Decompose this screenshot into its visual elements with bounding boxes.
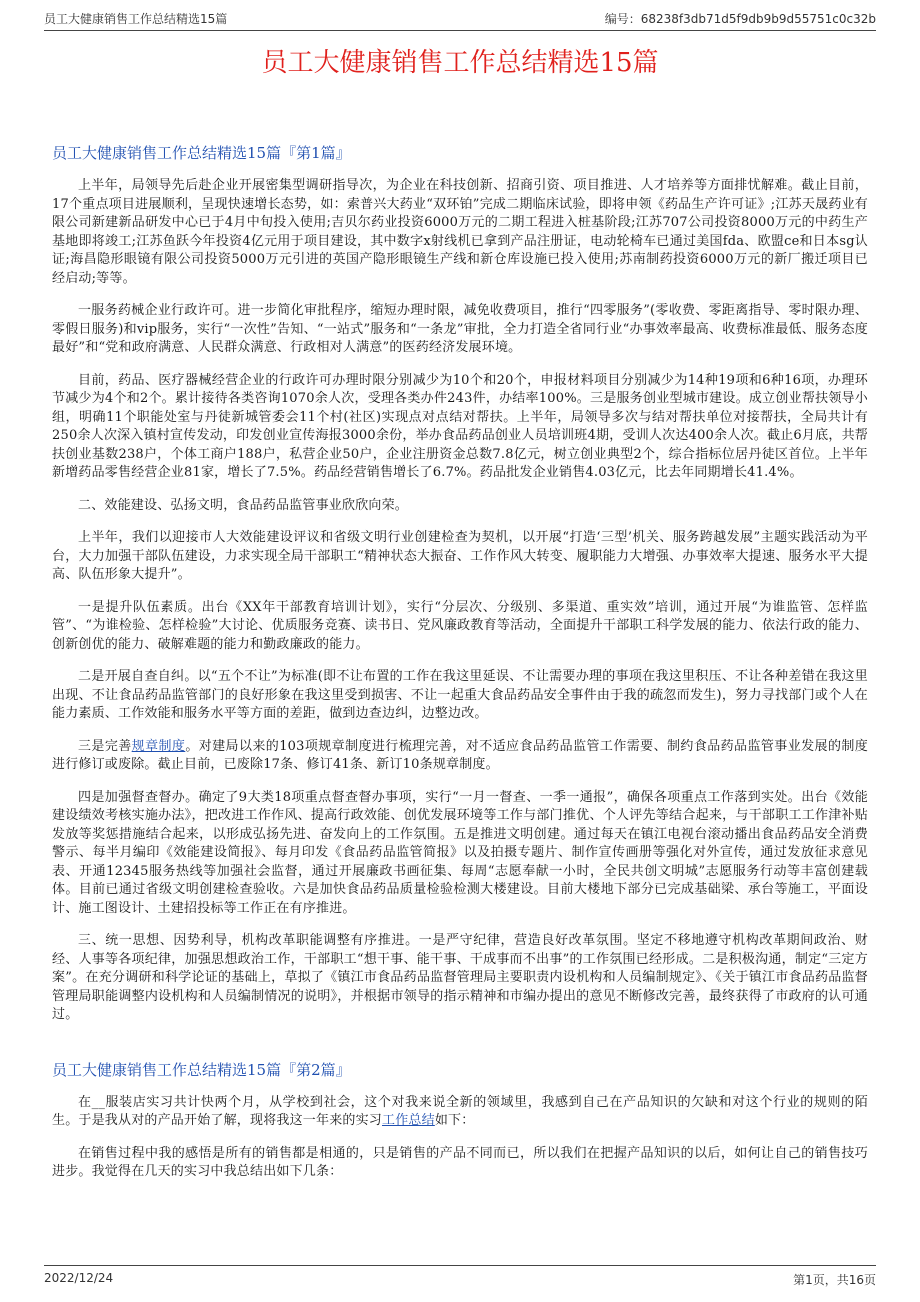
section-2 [52,1059,868,1182]
regulations-link[interactable]: 规章制度 [131,738,186,754]
footer-page-number: 第1页，共16页 [793,1273,876,1287]
paragraph-text: 如下： [434,1113,475,1128]
paragraph-text: 三是完善 [78,738,132,754]
page-footer [44,1271,876,1288]
header-document-number: 编号：68238f3db71d5f9db9b9d55751c0c32b [604,12,876,26]
footer-divider [44,1265,876,1266]
page-header [44,10,876,27]
paragraph-text: 。对建局以来的103项规章制度进行梳理完善，对不适应食品药品监管工作需要、制约食品药品监管事业发展的制度进行修订或废除。截止目前，已废除17条、修订41条、新订10条规章制度。 [52,738,868,772]
paragraph: 上半年，我们以迎接市人大效能建设评议和省级文明行业创建检查为契机，以开展“打造‘三型’机关、服务跨越发展”主题实践活动为平台，大力加强干部队伍建设，力求实现全局干部职工“精神状态大振奋、工作作风大转变、履职能力大增强、办事效率大提速、服务水平大提高、队伍形象大提升”。 [52,530,868,582]
paragraph: 三、统一思想、因势利导，机构改革职能调整有序推进。一是严守纪律，营造良好改革氛围。坚定不移地遵守机构改革期间政治、财经、人事等各项纪律，加强思想政治工作，干部职工“想干事、能干事、干成事而不出事”的工作氛围已经形成。二是积极沟通，制定“三定方案”。在充分调研和科学论证的基础上，草拟了《镇江市食品药品监督管理局主要职责内设机构和人员编制规定》、《关于镇江市食品药品监督管理局职能调整内设机构和人员编制情况的说明》，并根据市领导的指示精神和市编办提出的意见不断修改完善，最终获得了市政府的认可通过。 [52,933,868,1022]
section-1-heading: 员工大健康销售工作总结精选15篇『第1篇』 [52,144,351,162]
work-summary-link[interactable]: 工作总结 [382,1113,435,1128]
paragraph [52,738,868,775]
header-document-title: 员工大健康销售工作总结精选15篇 [44,12,228,26]
paragraph: 二是开展自查自纠。以“五个不让”为标准(即不让布置的工作在我这里延误、不让需要办理的事项在我这里积压、不让各种差错在我这里出现、不让食品药品监管部门的良好形象在我这里受到损害、不让一起重大食品药品安全事件由于我的疏忽而发生)，努力寻找部门或个人在能力素质、工作效能和服务水平等方面的差距，做到边查边纠，边整边改。 [52,669,868,721]
document-title: 员工大健康销售工作总结精选15篇 [261,48,659,78]
header-divider [44,30,876,31]
footer-date: 2022/12/24 [44,1271,114,1285]
paragraph: 目前，药品、医疗器械经营企业的行政许可办理时限分别减少为10个和20个，申报材料项目分别减少为14种19项和6种16项，办理环节减少为4个和2个。累计接待各类咨询1070余人次，受理各类办件243件，办结率100%。三是服务创业型城市建设。成立创业帮扶领导小组，明确11个职能处室与丹徒新城管委会11个村(社区)实现点对点结对帮扶。上半年，局领导多次与结对帮扶单位对接帮扶，全局共计有250余人次深入镇村宣传发动，印发创业宣传海报3000余份，举办食品药品创业人员培训班4期，受训人次达400余人次。截止6月底，共帮扶创业基数238户，个体工商户188户，私营企业50户，企业注册资金总数7.8亿元，树立创业典型2个，综合指标位居丹徒区首位。上半年新增药品零售经营企业81家，增长了7.5%。药品经营销售增长了6.7%。药品批发企业销售4.03亿元，比去年同期增长41.4%。 [52,372,868,480]
paragraph [52,1094,868,1131]
section-1 [52,142,868,1025]
paragraph: 四是加强督查督办。确定了9大类18项重点督查督办事项，实行“一月一督查、一季一通报”，确保各项重点工作落到实处。出台《效能建设绩效考核实施办法》，把改进工作作风、提高行政效能、创优发展环境等工作与部门推优、个人评先等结合起来，与干部职工工作津补贴发放等奖惩措施结合起来，以形成弘扬先进、奋发向上的工作氛围。五是推进文明创建。通过每天在镇江电视台滚动播出食品药品安全消费警示、每半月编印《效能建设简报》、每月印发《食品药品监管简报》以及拍摄专题片、制作宣传画册等强化对外宣传，通过发放征求意见表、开通12345服务热线等加强社会监督，通过开展廉政书画征集、每周“志愿奉献一小时，全民共创文明城”志愿服务行动等丰富创建载体。目前已通过省级文明创建检查验收。六是加快食品药品质量检验检测大楼建设。目前大楼地下部分已完成基础梁、承台等施工，平面设计、施工图设计、土建招投标等工作正在有序推进。 [52,789,868,916]
paragraph: 二、效能建设、弘扬文明，食品药品监管事业欣欣向荣。 [78,497,409,513]
paragraph: 一服务药械企业行政许可。进一步简化审批程序，缩短办理时限，减免收费项目，推行“四零服务”(零收费、零距离指导、零时限办理、零假日服务)和vip服务，实行“一次性”告知、“一站式”服务和“一条龙”审批，全力打造全省同行业“办事效率最高、收费标准最低、服务态度最好”和“党和政府满意、人民群众满意、行政相对人满意”的医药经济发展环境。 [52,303,868,355]
paragraph: 上半年，局领导先后赴企业开展密集型调研指导次，为企业在科技创新、招商引资、项目推进、人才培养等方面排忧解难。截止目前，17个重点项目进展顺利，呈现快速增长态势，如：索普兴大药业“双环铂”完成二期临床试验，即将申领《药品生产许可证》;江苏天晟药业有限公司新建新品研发中心已于4月中旬投入使用;吉贝尔药业投资6000万元的二期工程进入桩基阶段;江苏707公司投资8000万元的中药生产基地即将竣工;江苏鱼跃今年投资4亿元用于项目建设，其中数字x射线机已拿到产品注册证，电动轮椅车已通过美国fda、欧盟ce和日本sg认证;海昌隐形眼镜有限公司投资5000万元引进的英国产隐形眼镜生产线和新仓库设施已投入使用;苏南制药投资6000万元的新厂搬迁项目已经启动;等等。 [52,178,868,286]
paragraph: 一是提升队伍素质。出台《XX年干部教育培训计划》，实行“分层次、分级别、多渠道、重实效”培训，通过开展“为谁监管、怎样监管”、“为谁检验、怎样检验”大讨论、优质服务竞赛、读书日、党风廉政教育等活动，全面提升干部职工科学发展的能力、依法行政的能力、创新创优的能力、破解难题的能力和勤政廉政的能力。 [52,599,868,652]
document-body [52,142,868,1196]
section-2-heading: 员工大健康销售工作总结精选15篇『第2篇』 [52,1060,351,1079]
paragraph: 在销售过程中我的感悟是所有的销售都是相通的，只是销售的产品不同而已，所以我们在把握产品知识的以后，如何让自己的销售技巧进步。我觉得在几天的实习中我总结出如下几条： [52,1145,868,1179]
paragraph-text: 在__服装店实习共计快两个月，从学校到社会，这个对我来说全新的领域里，我感到自己在产品知识的欠缺和对这个行业的规则的陌生。于是我从对的产品开始了解，现将我这一年来的实习 [52,1094,868,1128]
